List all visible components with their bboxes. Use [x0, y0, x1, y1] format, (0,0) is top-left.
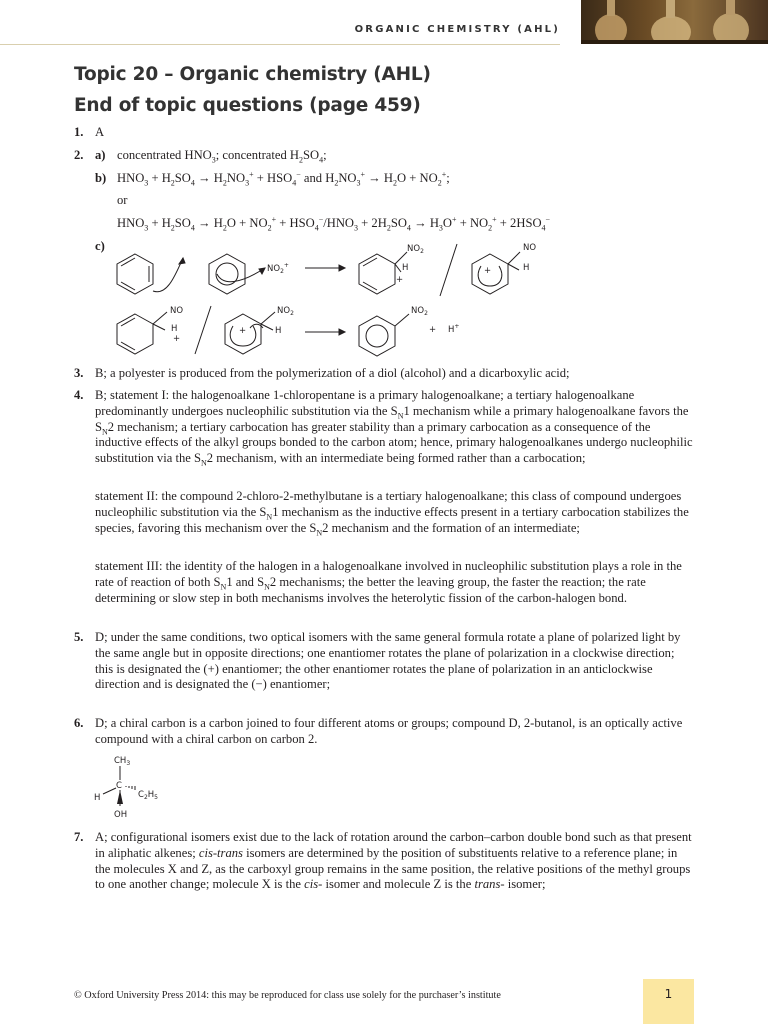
part-b-label: b) [95, 171, 107, 185]
question-number: 4. [74, 388, 84, 402]
hydroxyl-label: OH [114, 810, 128, 820]
section-label: ORGANIC CHEMISTRY (AHL) [354, 24, 560, 35]
hydrogen-label: H [275, 326, 282, 336]
lab-glassware-image [581, 0, 768, 44]
q4-statement-iii: statement III: the identity of the halogen in a halogenoalkane involved in nucleophilic substitution plays a role in the rate of reaction of both $S_N1$ and $S_N2$ mechanisms; the better the leaving group, the faster the reaction; the rate determining or slow step in both mechanisms involves the heterolytic fission of the carbon-halogen bond. [95, 559, 682, 605]
positive-charge: + [396, 275, 404, 285]
part-b-equation-2: $HNO_3 + H_2SO_4 \to H_2O + NO_2^+ + HSO_4^-/HNO_3 + 2H_2SO_4 \to H_3O^+ + NO_2^+ + 2HSO_4^-$ [117, 214, 551, 233]
answer-text: B; a polyester is produced from the polymerization of a diol (alcohol) and a dicarboxylic acid; [95, 366, 570, 380]
benzene-ring [117, 254, 153, 294]
hydrogen-label: H [171, 324, 178, 334]
page-number-box [643, 979, 694, 1024]
topic-title: Topic 20 – Organic chemistry (AHL) [74, 64, 431, 85]
question-number: 5. [74, 630, 84, 644]
chiral-carbon-label: C [116, 781, 122, 791]
hashed-wedge-bond [126, 786, 135, 790]
benzene-ring-delocalised [209, 254, 245, 294]
nitronium-ion-label: $NO_2^+$ [267, 262, 289, 275]
hydrogen-label: H [523, 263, 530, 273]
nitrobenzene-ring [359, 316, 395, 356]
methyl-label: $CH_3$ [114, 756, 131, 767]
nitro-group-label: $NO_2$ [411, 306, 428, 317]
part-b-or: or [117, 193, 128, 207]
nitroso-intermediate [117, 314, 153, 354]
nitro-group-label: $NO_2$ [277, 306, 294, 317]
part-b-equation-1: $HNO_3 + H_2SO_4 \to H_2NO_3^+ + HSO_4^-$ and $H_2NO_3^+ \to H_2O + NO_2^+$; [117, 169, 450, 188]
nitro-group-label: $NO_2$ [407, 244, 424, 255]
question-number: 6. [74, 716, 84, 730]
q4-statement-i: B; statement I: the halogenoalkane 1-chloropentane is a primary halogenoalkane; a tertiary halogenoalkane predominantly undergoes nucleophilic substitution via the $S_N1$ mechanism while a primary halogenoalkane favors the $S_N2$ mechanism; a tertiary carbocation has greater stability than a primary carbocation as a consequence of the inductive effects of the alkyl groups bonded to the carbon atom; hence, primary halogenoalkanes undergo nucleophilic substitution via the $S_N2$ mechanism, with an intermediate being formed rather than a carbocation; [95, 388, 693, 468]
q4-statement-ii: statement II: the compound 2-chloro-2-methylbutane is a tertiary halogenoalkane; this class of compound undergoes nucleophilic substitution via the $S_N1$ mechanism as the inductive effects present in a tertiary carbocation stabilizes the species, favoring this mechanism over the $S_N2$ mechanism and the formation of an intermediate; [95, 489, 689, 538]
question-number: 2. [74, 148, 84, 162]
question-number: 1. [74, 125, 84, 139]
answer-text: A [95, 125, 105, 139]
part-a-text: concentrated $HNO_3$; concentrated $H_2SO_4$; [117, 148, 327, 165]
q7-answer: A; configurational isomers exist due to the lack of rotation around the carbon–carbon double bond such as that present in aliphatic alkenes; cis-trans isomers are determined by the position of substituents relative to a reference plane; in the molecules X and Z, as the carboxyl group remains in the same position, the relative positions of the methyl groups to one another change; molecule X is the cis- isomer and molecule Z is the trans- isomer; [95, 830, 692, 892]
ethyl-label: $C_2H_5$ [138, 790, 158, 801]
header-lab-glassware-photo [581, 0, 768, 44]
plus-sign: + [429, 325, 437, 335]
header-divider [0, 44, 560, 45]
answer-text: D; a chiral carbon is a carbon joined to four different atoms or groups; compound D, 2-butanol, is an optically active compound with a chiral carbon on carbon 2. [95, 716, 683, 746]
question-number: 7. [74, 830, 84, 844]
page-subtitle: End of topic questions (page 459) [74, 95, 421, 116]
answer-text: D; under the same conditions, two optical isomers with the same general formula rotate a plane of polarized light by the same angle but in opposite directions; one enantiomer rotates the plane of polarization in a clockwise direction; this is designated the (+) enantiomer; the other enantiomer rotates the plane of polarization in an anticlockwise direction and is designated the (−) enantiomer; [95, 630, 681, 692]
part-a-label: a) [95, 148, 106, 162]
2-butanol-structure [88, 752, 178, 822]
wedge-bond [117, 790, 123, 804]
copyright-notice: © Oxford University Press 2014: this may be reproduced for class use solely for the purchaser’s institute [74, 990, 501, 1001]
question-number: 3. [74, 366, 84, 380]
nitration-mechanism-diagram [105, 236, 605, 361]
hydrogen-label: H [94, 793, 101, 803]
positive-charge: + [239, 326, 247, 336]
nitroso-group-label: NO [170, 306, 184, 316]
proton-label: H+ [448, 323, 460, 335]
positive-charge: + [484, 266, 492, 276]
nitroso-group-label: NO [523, 243, 537, 253]
arenium-intermediate [359, 254, 395, 294]
positive-charge: + [173, 334, 181, 344]
part-c-label: c) [95, 239, 105, 253]
page-number: 1 [664, 987, 673, 1001]
hydrogen-label: H [402, 263, 409, 273]
